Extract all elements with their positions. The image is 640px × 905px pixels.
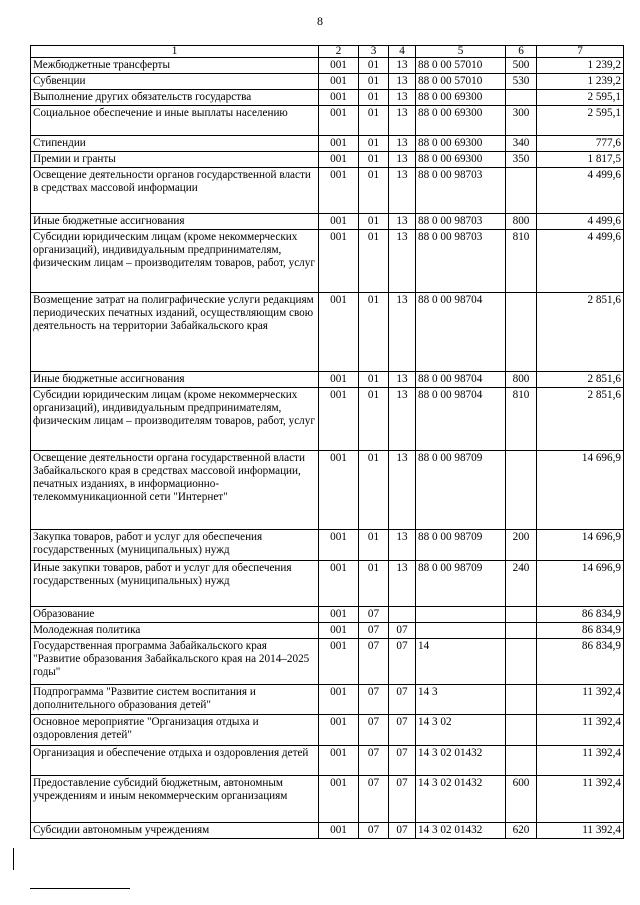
expense-type-code: 600	[506, 776, 537, 823]
amount: 11 392,4	[537, 685, 624, 715]
row-name: Государственная программа Забайкальского края "Развитие образования Забайкальского края на 2014–2025 годы"	[31, 639, 319, 685]
subsection-code: 07	[389, 639, 416, 685]
row-name: Основное мероприятие "Организация отдыха и оздоровления детей"	[31, 715, 319, 746]
target-item-code: 14 3 02 01432	[416, 746, 506, 776]
target-item-code: 88 0 00 98704	[416, 372, 506, 388]
table-row	[31, 388, 624, 451]
amount: 777,6	[537, 136, 624, 152]
expense-type-code: 500	[506, 58, 537, 74]
row-name: Субсидии автономным учреждениям	[31, 823, 319, 839]
subsection-code: 13	[389, 451, 416, 530]
column-header: 2	[319, 46, 359, 58]
table-row	[31, 561, 624, 607]
subsection-code: 13	[389, 293, 416, 372]
admin-code: 001	[319, 639, 359, 685]
table-row	[31, 623, 624, 639]
target-item-code: 88 0 00 98704	[416, 388, 506, 451]
table-row	[31, 372, 624, 388]
section-code: 07	[359, 639, 389, 685]
table-row	[31, 230, 624, 293]
subsection-code: 07	[389, 685, 416, 715]
admin-code: 001	[319, 230, 359, 293]
expense-type-code	[506, 715, 537, 746]
row-name: Социальное обеспечение и иные выплаты населению	[31, 106, 319, 136]
row-name: Выполнение других обязательств государства	[31, 90, 319, 106]
subsection-code: 13	[389, 152, 416, 168]
subsection-code: 07	[389, 715, 416, 746]
column-header: 4	[389, 46, 416, 58]
subsection-code: 13	[389, 136, 416, 152]
budget-table	[30, 45, 624, 839]
amount: 2 595,1	[537, 106, 624, 136]
admin-code: 001	[319, 451, 359, 530]
subsection-code: 13	[389, 168, 416, 214]
target-item-code: 88 0 00 57010	[416, 74, 506, 90]
target-item-code: 88 0 00 98703	[416, 230, 506, 293]
row-name: Межбюджетные трансферты	[31, 58, 319, 74]
admin-code: 001	[319, 685, 359, 715]
section-code: 01	[359, 58, 389, 74]
subsection-code: 07	[389, 746, 416, 776]
table-row	[31, 106, 624, 136]
expense-type-code: 810	[506, 230, 537, 293]
expense-type-code: 350	[506, 152, 537, 168]
section-code: 07	[359, 776, 389, 823]
admin-code: 001	[319, 58, 359, 74]
target-item-code: 88 0 00 69300	[416, 152, 506, 168]
row-name: Предоставление субсидий бюджетным, автономным учреждениям и иным некоммерческим организациям	[31, 776, 319, 823]
table-row	[31, 639, 624, 685]
admin-code: 001	[319, 214, 359, 230]
row-name: Премии и гранты	[31, 152, 319, 168]
amount: 14 696,9	[537, 530, 624, 561]
column-header: 6	[506, 46, 537, 58]
section-code: 07	[359, 685, 389, 715]
table-row	[31, 607, 624, 623]
section-code: 01	[359, 152, 389, 168]
amount: 14 696,9	[537, 561, 624, 607]
target-item-code: 14 3 02 01432	[416, 776, 506, 823]
section-code: 01	[359, 90, 389, 106]
amount: 4 499,6	[537, 168, 624, 214]
admin-code: 001	[319, 776, 359, 823]
admin-code: 001	[319, 372, 359, 388]
admin-code: 001	[319, 530, 359, 561]
target-item-code	[416, 607, 506, 623]
section-code: 01	[359, 561, 389, 607]
section-code: 07	[359, 607, 389, 623]
target-item-code: 88 0 00 69300	[416, 106, 506, 136]
row-name: Иные бюджетные ассигнования	[31, 214, 319, 230]
table-row	[31, 776, 624, 823]
margin-mark	[13, 848, 14, 870]
section-code: 01	[359, 214, 389, 230]
table-row	[31, 136, 624, 152]
table-row	[31, 168, 624, 214]
row-name: Субсидии юридическим лицам (кроме некоммерческих организаций), индивидуальным предпринимателям, физическим лицам – производителям товаров, работ, услуг	[31, 388, 319, 451]
expense-type-code: 800	[506, 214, 537, 230]
row-name: Иные бюджетные ассигнования	[31, 372, 319, 388]
amount: 11 392,4	[537, 776, 624, 823]
target-item-code: 14 3	[416, 685, 506, 715]
amount: 14 696,9	[537, 451, 624, 530]
row-name: Субсидии юридическим лицам (кроме некоммерческих организаций), индивидуальным предпринимателям, физическим лицам – производителям товаров, работ, услуг	[31, 230, 319, 293]
subsection-code: 07	[389, 623, 416, 639]
row-name: Освещение деятельности органов государственной власти в средствах массовой информации	[31, 168, 319, 214]
amount: 86 834,9	[537, 607, 624, 623]
section-code: 07	[359, 823, 389, 839]
table-row	[31, 451, 624, 530]
admin-code: 001	[319, 168, 359, 214]
expense-type-code: 620	[506, 823, 537, 839]
amount: 1 817,5	[537, 152, 624, 168]
amount: 11 392,4	[537, 715, 624, 746]
table-row	[31, 746, 624, 776]
expense-type-code: 810	[506, 388, 537, 451]
subsection-code	[389, 607, 416, 623]
footer-rule	[30, 888, 130, 889]
section-code: 01	[359, 168, 389, 214]
subsection-code: 13	[389, 230, 416, 293]
row-name: Стипендии	[31, 136, 319, 152]
row-name: Иные закупки товаров, работ и услуг для обеспечения государственных (муниципальных) нужд	[31, 561, 319, 607]
admin-code: 001	[319, 561, 359, 607]
section-code: 07	[359, 623, 389, 639]
amount: 86 834,9	[537, 639, 624, 685]
expense-type-code	[506, 685, 537, 715]
expense-type-code: 240	[506, 561, 537, 607]
expense-type-code: 800	[506, 372, 537, 388]
column-header: 5	[416, 46, 506, 58]
target-item-code: 88 0 00 98704	[416, 293, 506, 372]
target-item-code: 88 0 00 69300	[416, 90, 506, 106]
amount: 2 851,6	[537, 388, 624, 451]
expense-type-code	[506, 746, 537, 776]
subsection-code: 07	[389, 823, 416, 839]
target-item-code: 14	[416, 639, 506, 685]
section-code: 01	[359, 293, 389, 372]
expense-type-code: 340	[506, 136, 537, 152]
section-code: 07	[359, 746, 389, 776]
expense-type-code: 530	[506, 74, 537, 90]
section-code: 01	[359, 136, 389, 152]
target-item-code: 88 0 00 57010	[416, 58, 506, 74]
subsection-code: 13	[389, 106, 416, 136]
table-row	[31, 715, 624, 746]
table-row	[31, 823, 624, 839]
admin-code: 001	[319, 106, 359, 136]
section-code: 07	[359, 715, 389, 746]
row-name: Подпрограмма "Развитие систем воспитания и дополнительного образования детей"	[31, 685, 319, 715]
target-item-code: 88 0 00 98709	[416, 530, 506, 561]
table-row	[31, 685, 624, 715]
target-item-code: 14 3 02 01432	[416, 823, 506, 839]
table-row	[31, 214, 624, 230]
table-row	[31, 74, 624, 90]
row-name: Субвенции	[31, 74, 319, 90]
row-name: Организация и обеспечение отдыха и оздоровления детей	[31, 746, 319, 776]
expense-type-code: 200	[506, 530, 537, 561]
admin-code: 001	[319, 136, 359, 152]
table-row	[31, 90, 624, 106]
admin-code: 001	[319, 90, 359, 106]
admin-code: 001	[319, 388, 359, 451]
section-code: 01	[359, 372, 389, 388]
column-header: 3	[359, 46, 389, 58]
table-row	[31, 293, 624, 372]
expense-type-code: 300	[506, 106, 537, 136]
table-row	[31, 530, 624, 561]
subsection-code: 07	[389, 776, 416, 823]
subsection-code: 13	[389, 74, 416, 90]
subsection-code: 13	[389, 530, 416, 561]
subsection-code: 13	[389, 561, 416, 607]
admin-code: 001	[319, 623, 359, 639]
amount: 2 851,6	[537, 372, 624, 388]
row-name: Образование	[31, 607, 319, 623]
section-code: 01	[359, 106, 389, 136]
subsection-code: 13	[389, 214, 416, 230]
row-name: Закупка товаров, работ и услуг для обеспечения государственных (муниципальных) нужд	[31, 530, 319, 561]
amount: 2 595,1	[537, 90, 624, 106]
amount: 4 499,6	[537, 214, 624, 230]
table-body	[31, 58, 624, 839]
admin-code: 001	[319, 293, 359, 372]
target-item-code: 14 3 02	[416, 715, 506, 746]
admin-code: 001	[319, 746, 359, 776]
column-number-row	[31, 46, 624, 58]
subsection-code: 13	[389, 90, 416, 106]
section-code: 01	[359, 530, 389, 561]
section-code: 01	[359, 451, 389, 530]
expense-type-code	[506, 90, 537, 106]
target-item-code	[416, 623, 506, 639]
subsection-code: 13	[389, 58, 416, 74]
amount: 11 392,4	[537, 823, 624, 839]
expense-type-code	[506, 293, 537, 372]
amount: 1 239,2	[537, 74, 624, 90]
amount: 1 239,2	[537, 58, 624, 74]
expense-type-code	[506, 639, 537, 685]
subsection-code: 13	[389, 372, 416, 388]
target-item-code: 88 0 00 69300	[416, 136, 506, 152]
table-row	[31, 152, 624, 168]
page-number: 8	[317, 14, 323, 28]
section-code: 01	[359, 74, 389, 90]
amount: 11 392,4	[537, 746, 624, 776]
column-header: 7	[537, 46, 624, 58]
subsection-code: 13	[389, 388, 416, 451]
target-item-code: 88 0 00 98709	[416, 451, 506, 530]
admin-code: 001	[319, 74, 359, 90]
section-code: 01	[359, 388, 389, 451]
target-item-code: 88 0 00 98703	[416, 168, 506, 214]
target-item-code: 88 0 00 98703	[416, 214, 506, 230]
amount: 2 851,6	[537, 293, 624, 372]
admin-code: 001	[319, 152, 359, 168]
amount: 4 499,6	[537, 230, 624, 293]
row-name: Освещение деятельности органа государственной власти Забайкальского края в средствах массовой информации, печатных изданиях, в информационно-телекоммуникационной сети "Интернет"	[31, 451, 319, 530]
column-header: 1	[31, 46, 319, 58]
section-code: 01	[359, 230, 389, 293]
amount: 86 834,9	[537, 623, 624, 639]
expense-type-code	[506, 451, 537, 530]
table-row	[31, 58, 624, 74]
admin-code: 001	[319, 715, 359, 746]
expense-type-code	[506, 607, 537, 623]
row-name: Молодежная политика	[31, 623, 319, 639]
row-name: Возмещение затрат на полиграфические услуги редакциям периодических печатных изданий, осуществляющим свою деятельность на территории Забайкальского края	[31, 293, 319, 372]
admin-code: 001	[319, 607, 359, 623]
expense-type-code	[506, 168, 537, 214]
expense-type-code	[506, 623, 537, 639]
target-item-code: 88 0 00 98709	[416, 561, 506, 607]
admin-code: 001	[319, 823, 359, 839]
